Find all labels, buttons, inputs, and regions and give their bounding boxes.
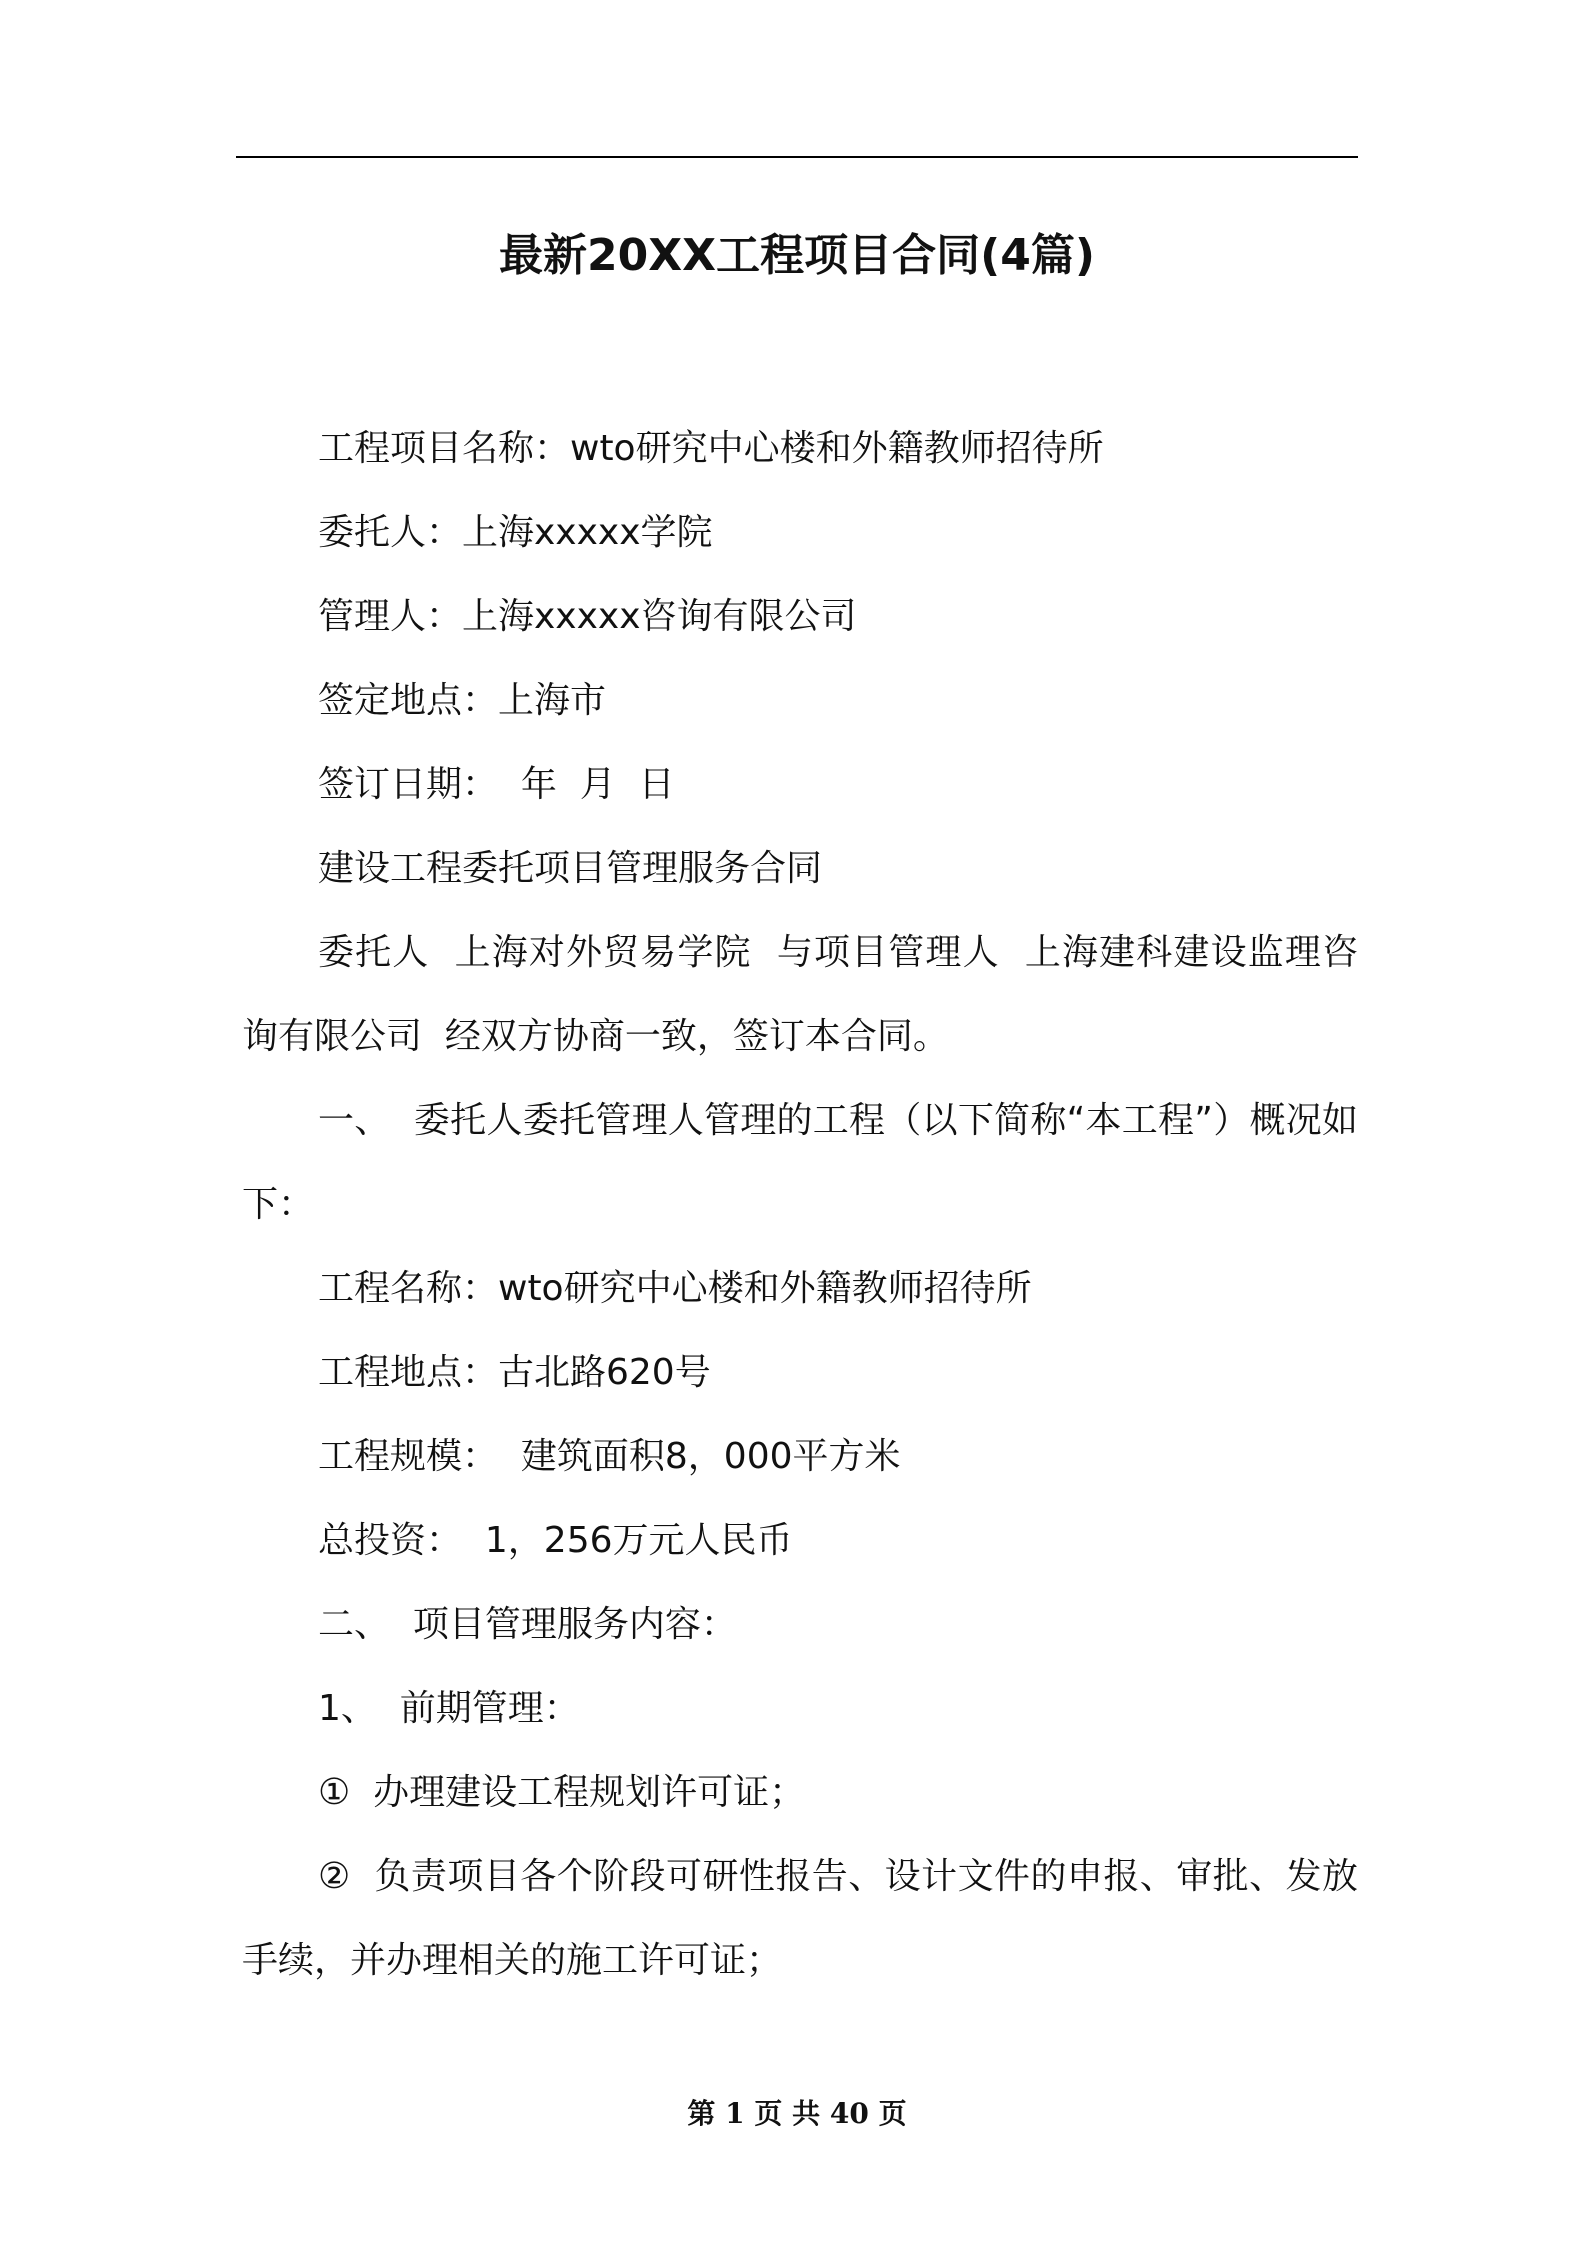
page-number-footer: 第 1 页 共 40 页 <box>687 2097 907 2130</box>
document-body <box>242 407 1358 2003</box>
paragraph-work-scale: 工程规模： 建筑面积8，000平方米 <box>318 1436 901 1477</box>
paragraph-work-name: 工程名称：wto研究中心楼和外籍教师招待所 <box>318 1268 1032 1309</box>
paragraph-work-location: 工程地点：古北路620号 <box>318 1352 711 1393</box>
paragraph-item-1: 1、 前期管理： <box>318 1688 580 1729</box>
paragraph-item-1-b: ② 负责项目各个阶段可研性报告、设计文件的申报、审批、发放手续，并办理相关的施工许可证； <box>242 1856 1358 1981</box>
paragraph-signing-place: 签定地点：上海市 <box>318 680 607 721</box>
paragraph-manager: 管理人：上海xxxxx咨询有限公司 <box>318 596 857 637</box>
paragraph-contract-name: 建设工程委托项目管理服务合同 <box>318 848 823 889</box>
header-divider <box>236 156 1358 158</box>
paragraph-project-name: 工程项目名称：wto研究中心楼和外籍教师招待所 <box>318 428 1104 469</box>
document-title: 最新20XX工程项目合同(4篇) <box>499 230 1095 281</box>
paragraph-section-1: 一、 委托人委托管理人管理的工程（以下简称“本工程”）概况如下： <box>242 1100 1358 1225</box>
paragraph-investment: 总投资： 1，256万元人民币 <box>318 1520 793 1561</box>
paragraph-signing-date: 签订日期： 年 月 日 <box>318 764 675 805</box>
paragraph-section-2: 二、 项目管理服务内容： <box>318 1604 737 1645</box>
paragraph-agreement: 委托人 上海对外贸易学院 与项目管理人 上海建科建设监理咨询有限公司 经双方协商一致，签订本合同。 <box>242 932 1358 1057</box>
paragraph-client: 委托人：上海xxxxx学院 <box>318 512 713 553</box>
paragraph-item-1-a: ① 办理建设工程规划许可证； <box>318 1772 806 1813</box>
